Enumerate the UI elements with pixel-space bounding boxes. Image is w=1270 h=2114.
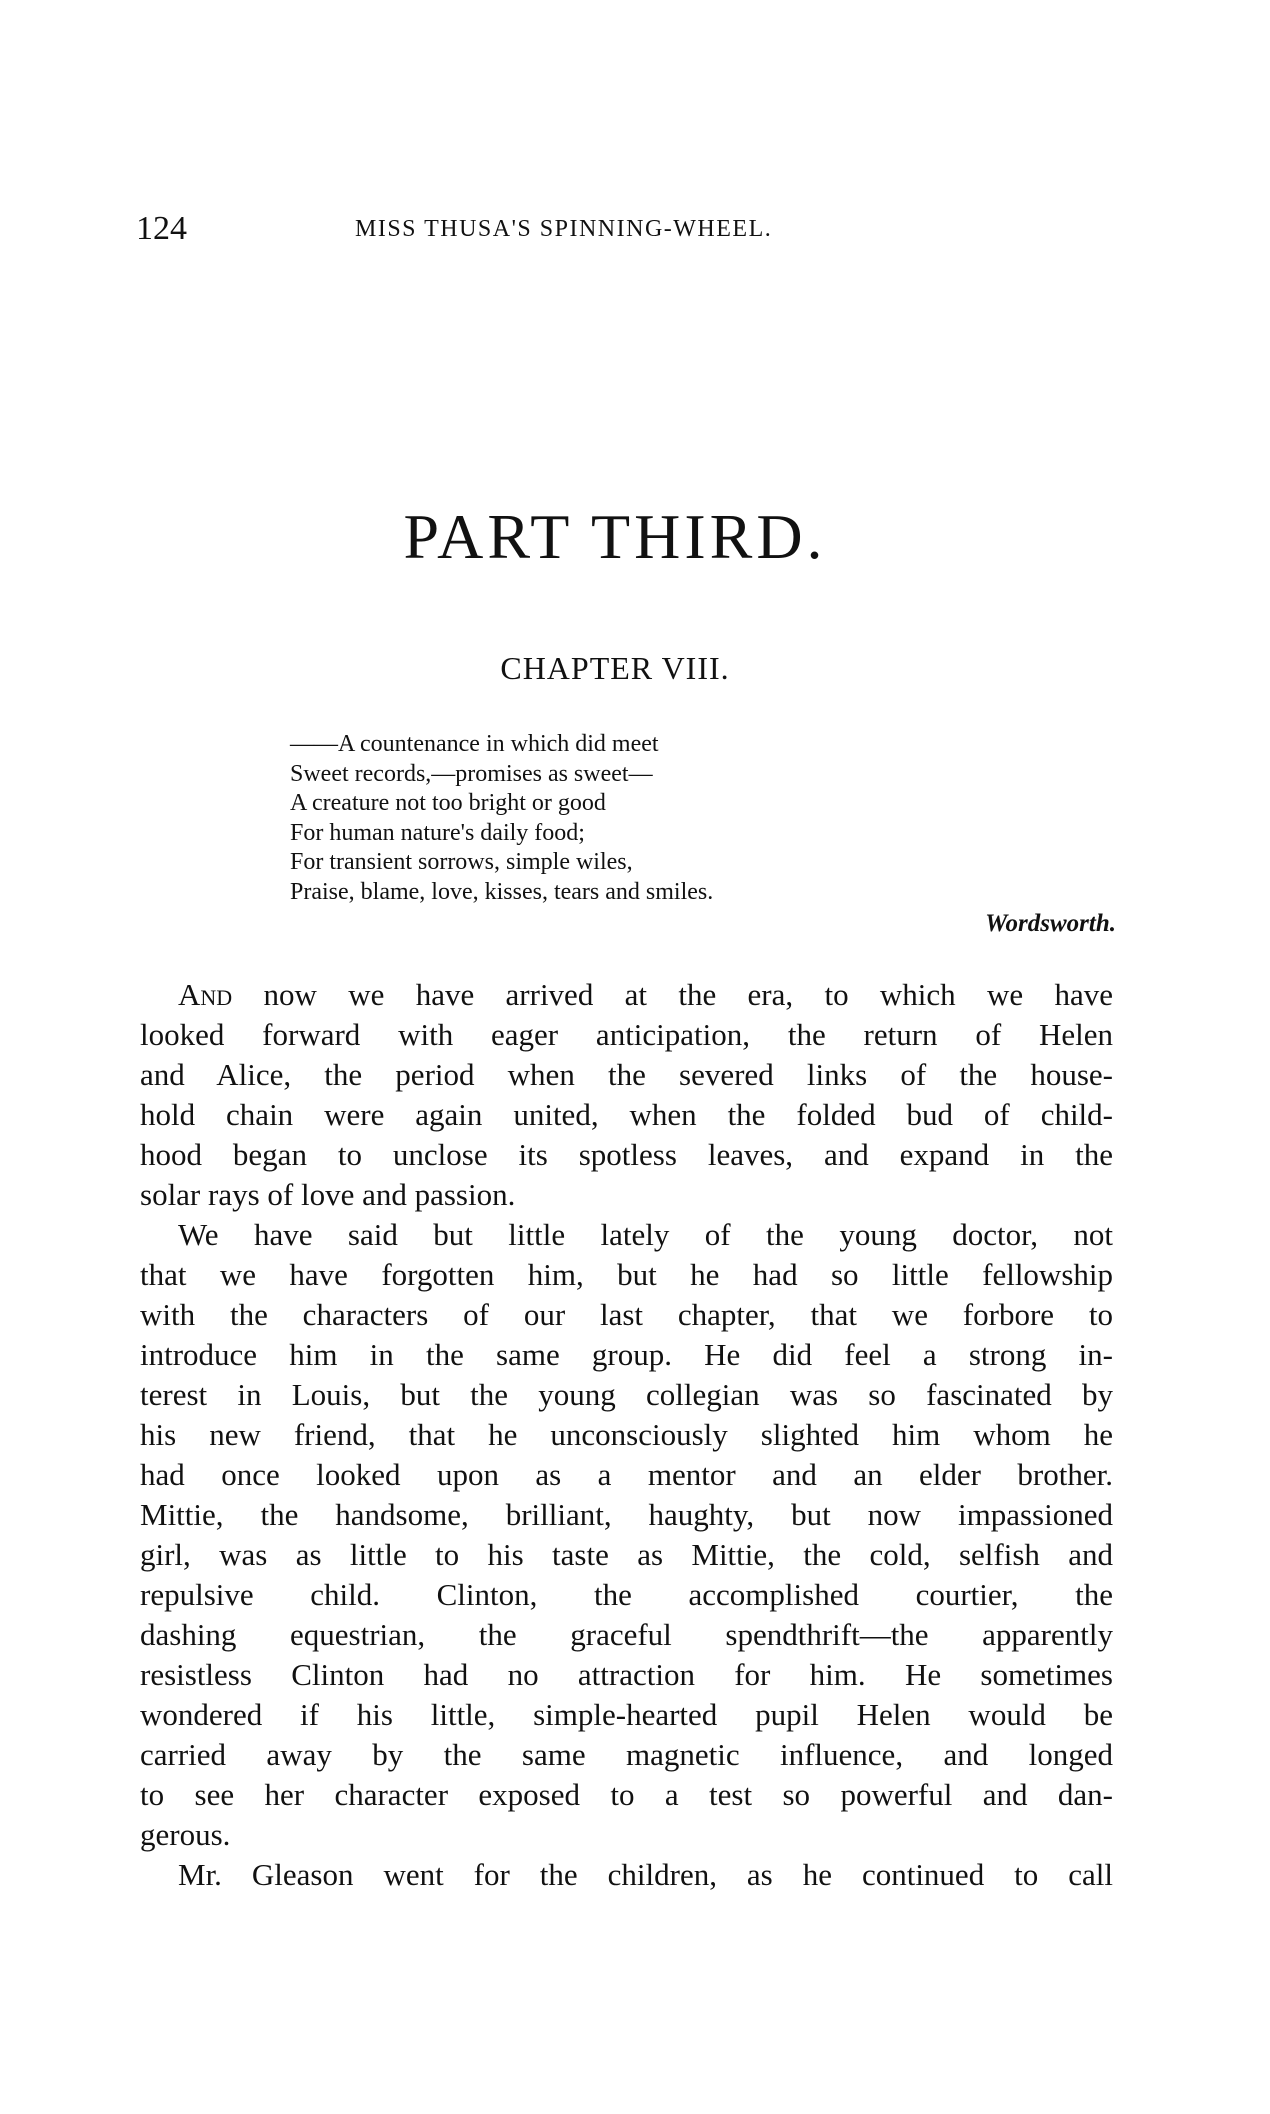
body-line: terest in Louis, but the young collegian was so fascinated by (140, 1377, 1113, 1412)
body-line: to see her character exposed to a test so powerful and dan- (140, 1777, 1113, 1812)
body-line: and Alice, the period when the severed links of the house- (140, 1057, 1113, 1092)
body-line: with the characters of our last chapter, that we forbore to (140, 1297, 1113, 1332)
body-line: looked forward with eager anticipation, the return of Helen (140, 1017, 1113, 1052)
epigraph (290, 730, 713, 908)
chapter-title: CHAPTER VIII. (500, 650, 730, 686)
body-line: girl, was as little to his taste as Mittie, the cold, selfish and (140, 1537, 1113, 1572)
body-line (140, 975, 1113, 1015)
body-line: gerous. (140, 1817, 231, 1852)
body-line: had once looked upon as a mentor and an elder brother. (140, 1457, 1113, 1492)
body-text (140, 975, 1113, 1895)
body-line: Mr. Gleason went for the children, as he continued to call (178, 1857, 1113, 1892)
epigraph-line: For human nature's daily food; (290, 819, 585, 846)
part-title: PART THIRD. (403, 501, 827, 572)
body-line: his new friend, that he unconsciously slighted him whom he (140, 1417, 1113, 1452)
epigraph-line: Praise, blame, love, kisses, tears and smiles. (290, 878, 714, 905)
epigraph-line: For transient sorrows, simple wiles, (290, 849, 633, 876)
body-line: introduce him in the same group. He did feel a strong in- (140, 1337, 1113, 1372)
body-line: resistless Clinton had no attraction for him. He sometimes (140, 1657, 1113, 1692)
body-line: that we have forgotten him, but he had so little fellowship (140, 1257, 1113, 1292)
body-line: hood began to unclose its spotless leaves, and expand in the (140, 1137, 1113, 1172)
drop-word: And (178, 977, 233, 1012)
body-line: dashing equestrian, the graceful spendthrift—the apparently (140, 1617, 1113, 1652)
body-line: solar rays of love and passion. (140, 1177, 516, 1212)
epigraph-line: A creature not too bright or good (290, 790, 606, 817)
body-line: wondered if his little, simple-hearted pupil Helen would be (140, 1697, 1113, 1732)
running-title: MISS THUSA'S SPINNING-WHEEL. (355, 216, 773, 242)
page-number: 124 (136, 210, 187, 247)
epigraph-line: Sweet records,—promises as sweet— (290, 760, 653, 787)
epigraph-attribution: Wordsworth. (985, 910, 1116, 937)
body-line: repulsive child. Clinton, the accomplished courtier, the (140, 1577, 1113, 1612)
body-line-text: now we have arrived at the era, to which we have (232, 977, 1113, 1012)
body-line: carried away by the same magnetic influence, and longed (140, 1737, 1113, 1772)
body-line: hold chain were again united, when the folded bud of child- (140, 1097, 1113, 1132)
epigraph-line: ——A countenance in which did meet (290, 731, 659, 757)
body-line: Mittie, the handsome, brilliant, haughty, but now impassioned (140, 1497, 1113, 1532)
body-line: We have said but little lately of the young doctor, not (178, 1217, 1113, 1252)
